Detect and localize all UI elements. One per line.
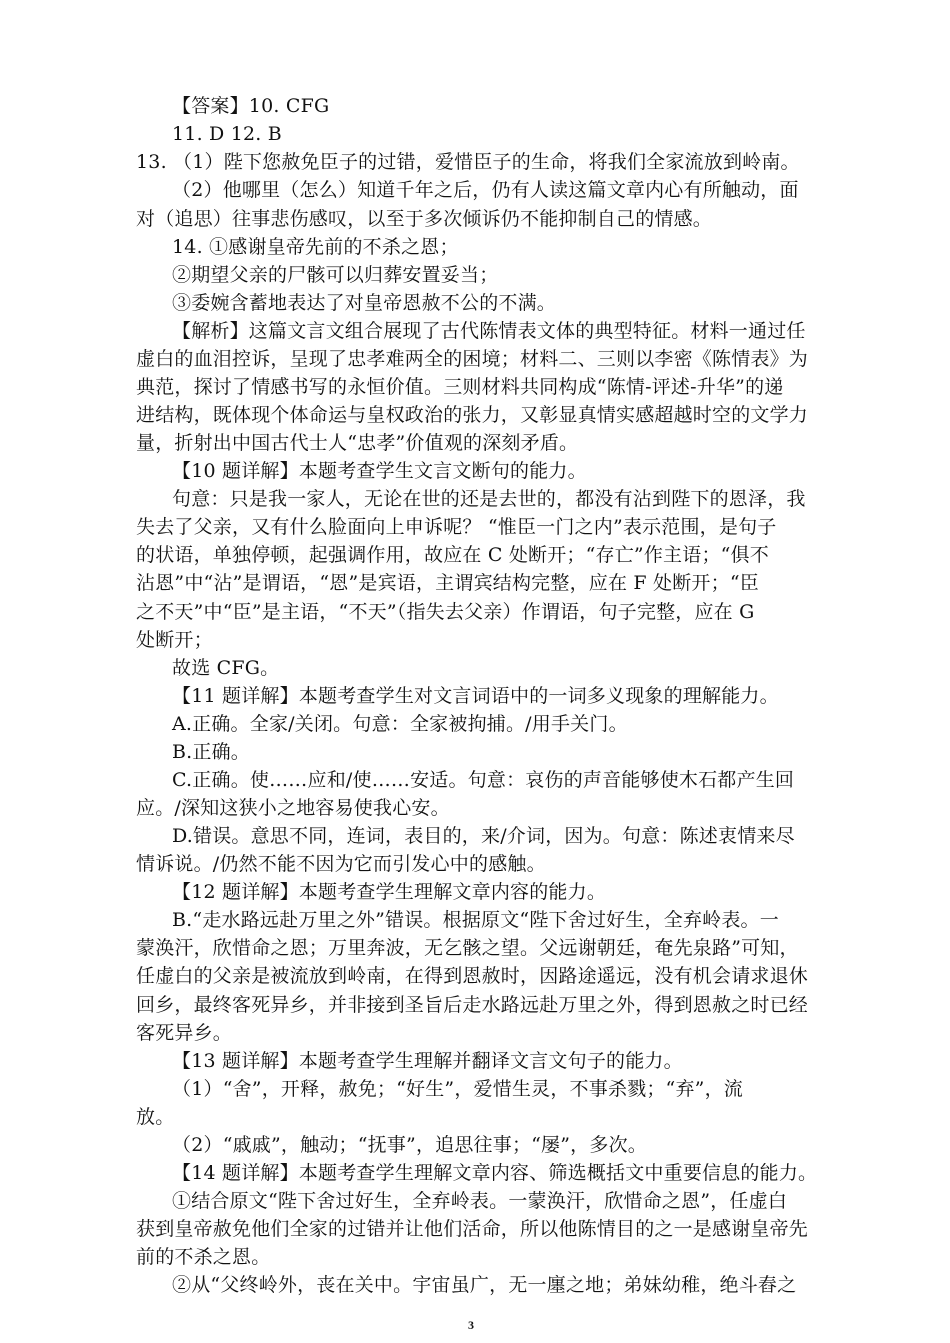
q12-line4: 回乡，最终客死异乡，并非接到圣旨后走水路远赴万里之外，得到恩赦之时已经 [136, 994, 809, 1016]
q12-line1: B.“走水路远赴万里之外”错误。根据原文“陛下舍过好生，全弃岭表。一 [172, 909, 779, 931]
answer-13-part2-line2: 对（追思）往事悲伤感叹，以至于多次倾诉仍不能抑制自己的情感。 [136, 208, 713, 230]
q13-part1-line1: （1）“舍”，开释，赦免；“好生”，爱惜生灵，不事杀戮；“弃”，流 [172, 1078, 743, 1100]
analysis-line3: 典范，探讨了情感书写的永恒价值。三则材料共同构成“陈情-评述-升华”的递 [136, 376, 784, 398]
q10-line3: 的状语，单独停顿，起强调作用，故应在 C 处断开；“存亡”作主语；“俱不 [136, 544, 769, 566]
answer-13-part2-line1: （2）他哪里（怎么）知道千年之后，仍有人读这篇文章内心有所触动，面 [172, 179, 799, 201]
q11-option-d-line2: 情诉说。/仍然不能不因为它而引发心中的感触。 [136, 853, 546, 875]
answer-14-item1: 14. ①感谢皇帝先前的不杀之恩； [172, 236, 459, 258]
q11-option-a: A.正确。全家/关闭。句意：全家被拘捕。/用手关门。 [172, 713, 628, 735]
answer-14-item2: ②期望父亲的尸骸可以归葬安置妥当； [172, 264, 499, 286]
q11-heading: 【11 题详解】本题考查学生对文言词语中的一词多义现象的理解能力。 [172, 685, 779, 707]
q13-part2: （2）“戚戚”，触动；“抚事”，追思往事；“屡”，多次。 [172, 1134, 647, 1156]
q12-heading: 【12 题详解】本题考查学生理解文章内容的能力。 [172, 881, 607, 903]
answer-14-item3: ③委婉含蓄地表达了对皇帝恩赦不公的不满。 [172, 292, 557, 314]
q10-line6: 处断开； [136, 629, 213, 651]
answer-heading: 【答案】10. CFG [172, 95, 330, 117]
q10-line5: 之不天”中“臣”是主语，“不天”（指失去父亲）作谓语，句子完整，应在 G [136, 601, 755, 623]
q12-line3: 任虚白的父亲是被流放到岭南，在得到恩赦时，因路途遥远，没有机会请求退休 [136, 965, 809, 987]
analysis-line5: 量，折射出中国古代士人“忠孝”价值观的深刻矛盾。 [136, 432, 579, 454]
q11-option-b: B.正确。 [172, 741, 251, 763]
q10-line1: 句意：只是我一家人，无论在世的还是去世的，都没有沾到陛下的恩泽，我 [172, 488, 806, 510]
q14-heading: 【14 题详解】本题考查学生理解文章内容、筛选概括文中重要信息的能力。 [172, 1162, 818, 1184]
q14-line3: 前的不杀之恩。 [136, 1246, 271, 1268]
answer-11-12: 11. D 12. B [172, 123, 282, 145]
q13-heading: 【13 题详解】本题考查学生理解并翻译文言文句子的能力。 [172, 1050, 683, 1072]
q10-line2: 失去了父亲，又有什么脸面向上申诉呢？ “惟臣一门之内”表示范围，是句子 [136, 516, 777, 538]
q12-line2: 蒙涣汗，欣惜命之恩；万里奔波，无乞骸之望。父远谢朝廷，奄先泉路”可知， [136, 937, 799, 959]
q10-heading: 【10 题详解】本题考查学生文言文断句的能力。 [172, 460, 587, 482]
analysis-line4: 进结构，既体现个体命运与皇权政治的张力，又彰显真情实感超越时空的文学力 [136, 404, 809, 426]
q14-line1: ①结合原文“陛下舍过好生，全弃岭表。一蒙涣汗，欣惜命之恩”，任虚白 [172, 1190, 788, 1212]
q13-part1-line2: 放。 [136, 1106, 175, 1128]
q12-line5: 客死异乡。 [136, 1022, 233, 1044]
analysis-line1: 【解析】这篇文言文组合展现了古代陈情表文体的典型特征。材料一通过任 [172, 320, 806, 342]
q11-option-c-line2: 应。/深知这狭小之地容易使我心安。 [136, 797, 450, 819]
q10-line4: 沾恩”中“沾”是谓语，“恩”是宾语，主谓宾结构完整，应在 F 处断开；“臣 [136, 572, 759, 594]
q10-conclusion: 故选 CFG。 [172, 657, 280, 679]
q11-option-d-line1: D.错误。意思不同，连词，表目的，来/介词，因为。句意：陈述衷情来尽 [172, 825, 795, 847]
answer-13-part1: 13. （1）陛下您赦免臣子的过错，爱惜臣子的生命，将我们全家流放到岭南。 [136, 151, 800, 173]
page-number: 3 [468, 1318, 474, 1332]
analysis-line2: 虚白的血泪控诉，呈现了忠孝难两全的困境；材料二、三则以李密《陈情表》为 [136, 348, 809, 370]
q14-line2: 获到皇帝赦免他们全家的过错并让他们活命，所以他陈情目的之一是感谢皇帝先 [136, 1218, 809, 1240]
q14-line4: ②从“父终岭外，丧在关中。宇宙虽广，无一廛之地；弟妹幼稚，绝斗舂之 [172, 1274, 797, 1296]
q11-option-c-line1: C.正确。使……应和/使……安适。句意：哀伤的声音能够使木石都产生回 [172, 769, 795, 791]
